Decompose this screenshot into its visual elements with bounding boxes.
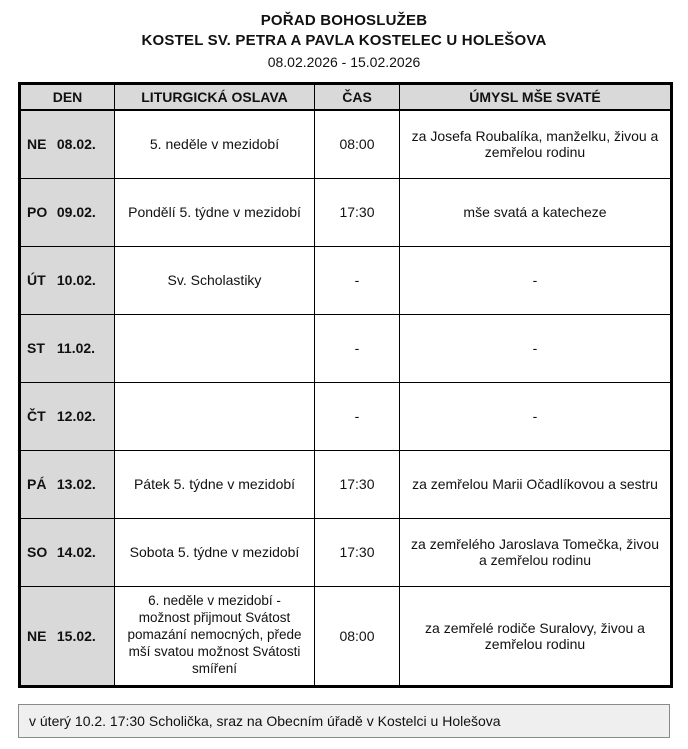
intention-cell: za zemřelou Marii Očadlíkovou a sestru [400,450,672,518]
day-abbr: ÚT [27,272,46,288]
day-date: 08.02. [56,136,96,153]
time-cell: - [315,382,400,450]
day-cell [20,110,115,178]
day-date: 13.02. [56,476,96,492]
column-header-den: DEN [20,84,115,111]
celebration-cell: Sobota 5. týdne v mezidobí [115,518,315,586]
day-abbr: ČT [27,408,46,424]
time-cell: 17:30 [315,450,400,518]
day-abbr: ST [27,340,45,356]
column-header-oslava: LITURGICKÁ OSLAVA [115,84,315,111]
day-date: 11.02. [56,340,96,356]
column-header-umysl: ÚMYSL MŠE SVATÉ [400,84,672,111]
day-date: 14.02. [56,544,96,560]
celebration-cell: 5. neděle v mezidobí [115,110,315,178]
column-header-cas: ČAS [315,84,400,111]
table-header-row [20,84,672,111]
day-abbr: SO [27,544,48,560]
time-cell: - [315,314,400,382]
celebration-cell: Pondělí 5. týdne v mezidobí [115,178,315,246]
intention-cell: - [400,314,672,382]
date-range: 08.02.2026 - 15.02.2026 [267,54,421,70]
day-date: 10.02. [56,272,96,288]
day-abbr: PÁ [27,476,47,492]
day-date: 09.02. [56,204,96,220]
intention-cell: za zemřelé rodiče Suralovy, živou a zemřelou rodinu [400,586,672,686]
table-row [20,314,672,382]
table-row [20,450,672,518]
document-header [18,12,670,70]
day-cell [20,450,115,518]
day-cell [20,246,115,314]
time-cell: - [315,246,400,314]
day-abbr: NE [27,136,47,153]
church-name: KOSTEL SV. PETRA A PAVLA KOSTELEC U HOLEŠOVA [141,32,547,49]
intention-cell: mše svatá a katecheze [400,178,672,246]
day-cell [20,178,115,246]
table-row [20,246,672,314]
table-row [20,586,672,686]
celebration-cell: Sv. Scholastiky [115,246,315,314]
time-cell: 08:00 [315,110,400,178]
day-abbr: NE [27,627,47,644]
celebration-cell: 6. neděle v mezidobí - možnost přijmout Svátost pomazání nemocných, přede mší svatou možnost Svátosti smíření [115,586,315,686]
table-row [20,382,672,450]
table-row [20,518,672,586]
intention-cell: - [400,382,672,450]
day-abbr: PO [27,204,48,220]
table-row [20,110,672,178]
table-row [20,178,672,246]
time-cell: 08:00 [315,586,400,686]
footer-note: v úterý 10.2. 17:30 Scholička, sraz na Obecním úřadě v Kostelci u Holešova [18,704,670,738]
schedule-table [18,82,673,688]
time-cell: 17:30 [315,178,400,246]
day-cell [20,586,115,686]
celebration-cell: Pátek 5. týdne v mezidobí [115,450,315,518]
day-cell [20,382,115,450]
time-cell: 17:30 [315,518,400,586]
intention-cell: - [400,246,672,314]
celebration-cell [115,382,315,450]
intention-cell: za zemřelého Jaroslava Tomečka, živou a zemřelou rodinu [400,518,672,586]
celebration-cell [115,314,315,382]
day-cell [20,518,115,586]
day-cell [20,314,115,382]
intention-cell: za Josefa Roubalíka, manželku, živou a zemřelou rodinu [400,110,672,178]
day-date: 12.02. [56,408,96,424]
page-title: POŘAD BOHOSLUŽEB [260,12,428,29]
day-date: 15.02. [56,627,96,644]
